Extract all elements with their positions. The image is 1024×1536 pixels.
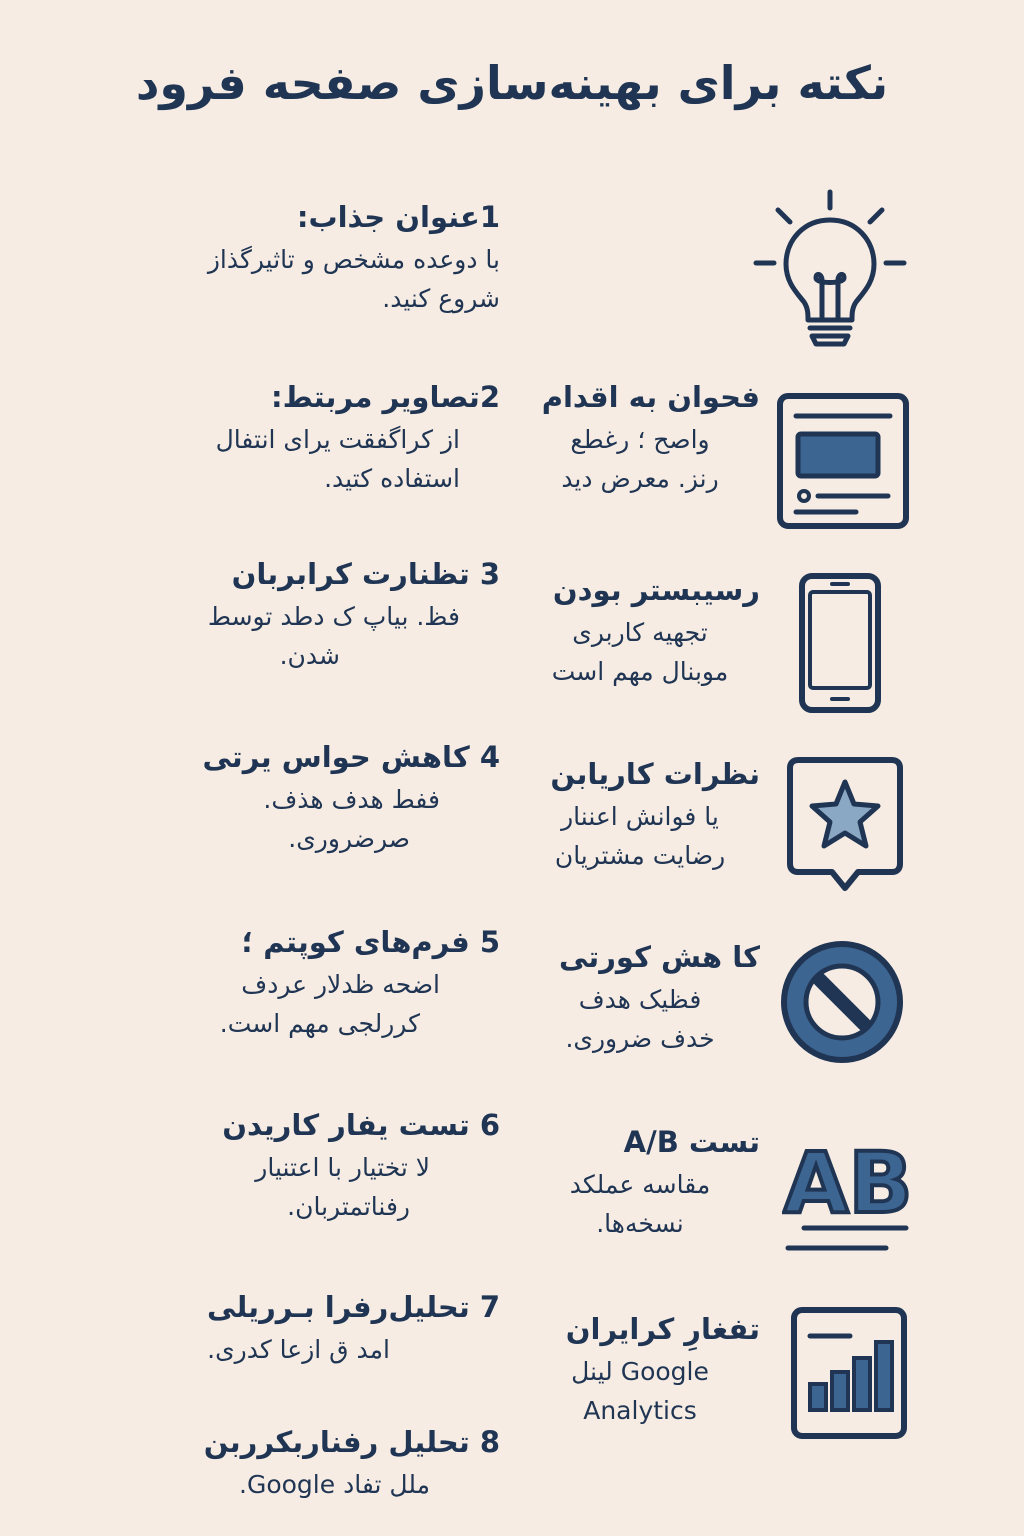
tip-ab-test-body xyxy=(520,1166,760,1244)
tip-4-line-2: صرضروری. xyxy=(288,823,410,853)
tip-8-title: 8 تحلیل رفناربکرربن xyxy=(203,1425,500,1459)
tip-distraction-line-1: فظیک هدف xyxy=(578,984,702,1014)
tip-reviews-body xyxy=(520,798,760,876)
tip-8-body xyxy=(100,1466,500,1505)
tip-3-body xyxy=(100,598,500,676)
tip-cta-title: فحوان به اقدام xyxy=(541,380,760,414)
tip-3-line-2: شدن. xyxy=(279,640,340,670)
tip-3 xyxy=(100,557,500,675)
tip-cta xyxy=(520,380,760,498)
tip-6-line-2: رفناتمتربان. xyxy=(287,1191,410,1221)
tip-7-body xyxy=(100,1331,500,1370)
tip-4-body xyxy=(100,781,500,859)
ab-text: AB xyxy=(783,1134,913,1232)
tip-8 xyxy=(100,1425,500,1505)
tip-3-line-1: فظ. بیاپ ک دطد توسط xyxy=(207,601,460,631)
tip-5-title: 5 فرم‌های کوپتم ؛ xyxy=(241,925,500,959)
tip-distraction-body xyxy=(520,981,760,1059)
tip-responsive-title: رسیبستر بودن xyxy=(552,573,760,607)
tip-4-title: 4 کاهش حواس یرتی xyxy=(202,740,500,774)
tip-5 xyxy=(100,925,500,1043)
tip-analytics-title: تفغارِ کرایران xyxy=(565,1312,760,1346)
tip-cta-body xyxy=(520,421,760,499)
tip-distraction-title: کا هش کورتی xyxy=(558,940,760,974)
tip-cta-line-1: واصح ؛ رغطع xyxy=(570,424,710,454)
tip-7 xyxy=(100,1290,500,1370)
tip-2-line-2: استفاده کتید. xyxy=(324,463,460,493)
tip-analytics-line-2: Analytics xyxy=(583,1395,697,1425)
tip-6 xyxy=(100,1108,500,1226)
tip-ab-test xyxy=(520,1125,760,1243)
bar-chart-icon xyxy=(790,1306,908,1440)
tip-2 xyxy=(100,380,500,498)
tip-1-title: 1عنوان جذاب: xyxy=(296,200,500,234)
tip-responsive-body xyxy=(520,614,760,692)
tip-8-line-1: ملل تفاد Google. xyxy=(239,1469,430,1499)
page-title: نکته برای بهینه‌سازی صفحه فرود xyxy=(135,56,889,110)
tip-5-line-1: اضحه ظدلار عردف xyxy=(241,969,440,999)
tip-2-title: 2تصاویر مربتط: xyxy=(271,380,500,414)
tip-ab-test-title: تست A/B xyxy=(623,1125,760,1159)
tip-reviews-line-2: رضایت مشتریان xyxy=(554,840,726,870)
webpage-layout-icon xyxy=(776,392,910,530)
no-entry-icon xyxy=(778,938,906,1066)
lightbulb-icon xyxy=(752,188,908,350)
tip-reviews-line-1: یا فوانش اعننار xyxy=(561,801,719,831)
tip-1-body xyxy=(100,241,500,319)
tip-6-title: 6 تست یفار کاریدن xyxy=(222,1108,500,1142)
tip-2-body xyxy=(100,421,500,499)
tip-cta-line-2: رنز. معرض دید xyxy=(561,463,719,493)
tip-responsive-line-2: موبنال مهم است xyxy=(551,656,729,686)
tip-5-body xyxy=(100,966,500,1044)
tip-3-title: 3 تظنارت کرابربان xyxy=(231,557,500,591)
tip-5-line-2: کررلجی مهم است. xyxy=(219,1008,420,1038)
tip-responsive-line-1: تجهیه کاربری xyxy=(572,617,708,647)
tip-distraction xyxy=(520,940,760,1058)
tip-reviews xyxy=(520,757,760,875)
tip-distraction-line-2: خدف ضروری. xyxy=(565,1023,715,1053)
tip-ab-test-line-1: مقاسه عملکد xyxy=(569,1169,711,1199)
tip-ab-test-line-2: نسخه‌ها. xyxy=(596,1208,684,1238)
star-review-icon xyxy=(786,756,904,894)
tip-analytics-line-1: Google لینل xyxy=(571,1356,709,1386)
tip-4 xyxy=(100,740,500,858)
tip-1 xyxy=(100,200,500,318)
tip-6-line-1: لا تختیار با اعتنیار xyxy=(255,1152,430,1182)
tip-responsive xyxy=(520,573,760,691)
tip-6-body xyxy=(100,1149,500,1227)
tip-1-line-2: شروع کنید. xyxy=(382,283,500,313)
mobile-phone-icon xyxy=(798,572,882,714)
tip-7-title: 7 تحلیل‌رفرا بـرریلی xyxy=(207,1290,500,1324)
tip-2-line-1: از کراگفقت یرای انتفال xyxy=(215,424,460,454)
tip-reviews-title: نظرات کاریابن xyxy=(550,757,760,791)
tip-analytics xyxy=(520,1312,760,1430)
tip-1-line-1: با دوعده مشخص و تاثیرگذاز xyxy=(207,244,500,274)
tip-4-line-1: ففط هدف هذف. xyxy=(263,784,440,814)
tip-7-line-1: امد ق ازعا کدری. xyxy=(207,1334,390,1364)
tip-analytics-body xyxy=(520,1353,760,1431)
ab-test-icon xyxy=(782,1128,914,1254)
